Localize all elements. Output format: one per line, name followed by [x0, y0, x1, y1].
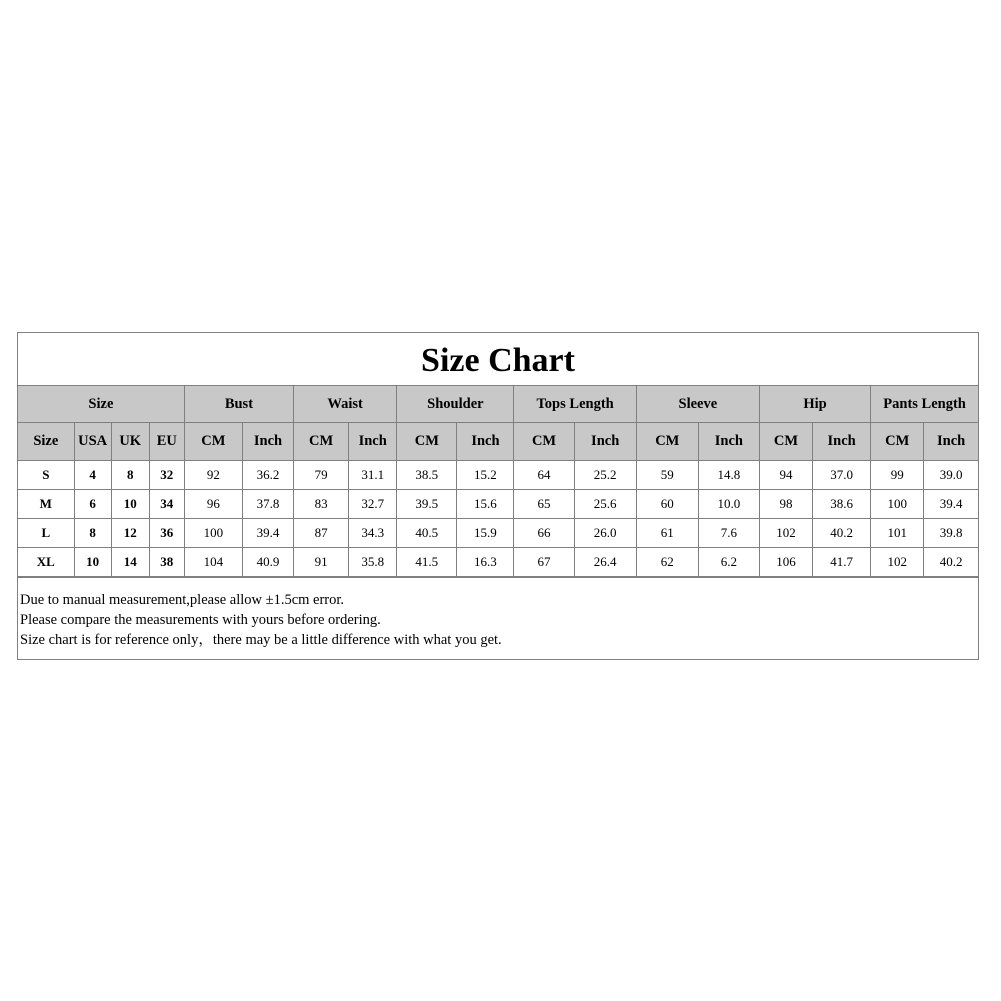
- table-cell: 10: [111, 490, 149, 519]
- sub-header-sleeve-cm: CM: [636, 423, 698, 461]
- table-cell: 37.8: [242, 490, 293, 519]
- table-cell: 34: [149, 490, 184, 519]
- table-cell: 61: [636, 519, 698, 548]
- sub-header-shoulder-cm: CM: [397, 423, 457, 461]
- sub-header-tops-length-inch: Inch: [574, 423, 636, 461]
- group-header-pants-length: Pants Length: [871, 386, 978, 423]
- sub-header-bust-cm: CM: [184, 423, 242, 461]
- note-line: Due to manual measurement,please allow ±1.5cm error.: [20, 592, 345, 608]
- table-cell: 10: [74, 548, 111, 577]
- group-header-bust: Bust: [184, 386, 293, 423]
- table-cell: 96: [184, 490, 242, 519]
- size-table: [18, 386, 978, 577]
- table-cell: 8: [111, 461, 149, 490]
- sub-header-size: Size: [18, 423, 74, 461]
- table-cell: 99: [871, 461, 924, 490]
- table-cell: 39.0: [924, 461, 978, 490]
- group-header-tops-length: Tops Length: [514, 386, 636, 423]
- table-cell: 37.0: [813, 461, 871, 490]
- chart-title: Size Chart: [18, 333, 978, 386]
- table-row: [18, 490, 978, 519]
- table-cell: 92: [184, 461, 242, 490]
- notes: [18, 577, 978, 659]
- table-row: [18, 461, 978, 490]
- table-cell: 62: [636, 548, 698, 577]
- group-header-waist: Waist: [294, 386, 397, 423]
- sub-header-pants-length-inch: Inch: [924, 423, 978, 461]
- table-cell: 40.9: [242, 548, 293, 577]
- table-cell: 39.4: [242, 519, 293, 548]
- table-cell: L: [18, 519, 74, 548]
- table-cell: 98: [759, 490, 812, 519]
- sub-header-pants-length-cm: CM: [871, 423, 924, 461]
- table-cell: 6: [74, 490, 111, 519]
- table-cell: 6.2: [698, 548, 759, 577]
- table-cell: 101: [871, 519, 924, 548]
- note-line: Please compare the measurements with yours before ordering.: [20, 612, 381, 628]
- table-cell: 25.2: [574, 461, 636, 490]
- table-cell: 31.1: [349, 461, 397, 490]
- group-header-row: [18, 386, 978, 423]
- table-cell: 14: [111, 548, 149, 577]
- group-header-hip: Hip: [759, 386, 870, 423]
- table-cell: 66: [514, 519, 574, 548]
- table-cell: 7.6: [698, 519, 759, 548]
- table-cell: 14.8: [698, 461, 759, 490]
- table-cell: 15.2: [457, 461, 514, 490]
- sub-header-hip-cm: CM: [759, 423, 812, 461]
- size-chart: [17, 332, 979, 660]
- sub-header-waist-cm: CM: [294, 423, 349, 461]
- sub-header-shoulder-inch: Inch: [457, 423, 514, 461]
- table-cell: 79: [294, 461, 349, 490]
- table-cell: 15.6: [457, 490, 514, 519]
- table-cell: XL: [18, 548, 74, 577]
- table-cell: 67: [514, 548, 574, 577]
- table-cell: 39.8: [924, 519, 978, 548]
- table-cell: 16.3: [457, 548, 514, 577]
- table-cell: 38: [149, 548, 184, 577]
- table-cell: 83: [294, 490, 349, 519]
- table-cell: 38.6: [813, 490, 871, 519]
- table-cell: 41.7: [813, 548, 871, 577]
- table-cell: 104: [184, 548, 242, 577]
- group-header-sleeve: Sleeve: [636, 386, 759, 423]
- table-cell: M: [18, 490, 74, 519]
- table-cell: 60: [636, 490, 698, 519]
- table-cell: 102: [759, 519, 812, 548]
- table-row: [18, 548, 978, 577]
- table-cell: 94: [759, 461, 812, 490]
- table-cell: 4: [74, 461, 111, 490]
- table-row: [18, 519, 978, 548]
- sub-header-row: [18, 423, 978, 461]
- table-cell: 39.5: [397, 490, 457, 519]
- table-cell: S: [18, 461, 74, 490]
- table-cell: 36.2: [242, 461, 293, 490]
- table-cell: 100: [184, 519, 242, 548]
- table-cell: 102: [871, 548, 924, 577]
- table-cell: 38.5: [397, 461, 457, 490]
- sub-header-bust-inch: Inch: [242, 423, 293, 461]
- group-header-shoulder: Shoulder: [397, 386, 514, 423]
- sub-header-waist-inch: Inch: [349, 423, 397, 461]
- table-cell: 40.2: [813, 519, 871, 548]
- table-cell: 39.4: [924, 490, 978, 519]
- table-cell: 40.2: [924, 548, 978, 577]
- table-cell: 59: [636, 461, 698, 490]
- sub-header-hip-inch: Inch: [813, 423, 871, 461]
- table-cell: 12: [111, 519, 149, 548]
- table-cell: 32: [149, 461, 184, 490]
- sub-header-uk: UK: [111, 423, 149, 461]
- group-header-size: Size: [18, 386, 184, 423]
- table-cell: 25.6: [574, 490, 636, 519]
- table-cell: 91: [294, 548, 349, 577]
- table-cell: 15.9: [457, 519, 514, 548]
- table-cell: 26.0: [574, 519, 636, 548]
- table-cell: 87: [294, 519, 349, 548]
- sub-header-eu: EU: [149, 423, 184, 461]
- table-cell: 34.3: [349, 519, 397, 548]
- table-cell: 10.0: [698, 490, 759, 519]
- table-cell: 32.7: [349, 490, 397, 519]
- table-cell: 36: [149, 519, 184, 548]
- table-cell: 8: [74, 519, 111, 548]
- table-cell: 41.5: [397, 548, 457, 577]
- sub-header-sleeve-inch: Inch: [698, 423, 759, 461]
- table-cell: 106: [759, 548, 812, 577]
- table-cell: 65: [514, 490, 574, 519]
- table-cell: 40.5: [397, 519, 457, 548]
- table-cell: 26.4: [574, 548, 636, 577]
- note-line: Size chart is for reference only，there may be a little difference with what you get.: [20, 632, 502, 648]
- sub-header-usa: USA: [74, 423, 111, 461]
- sub-header-tops-length-cm: CM: [514, 423, 574, 461]
- table-cell: 64: [514, 461, 574, 490]
- table-cell: 35.8: [349, 548, 397, 577]
- table-cell: 100: [871, 490, 924, 519]
